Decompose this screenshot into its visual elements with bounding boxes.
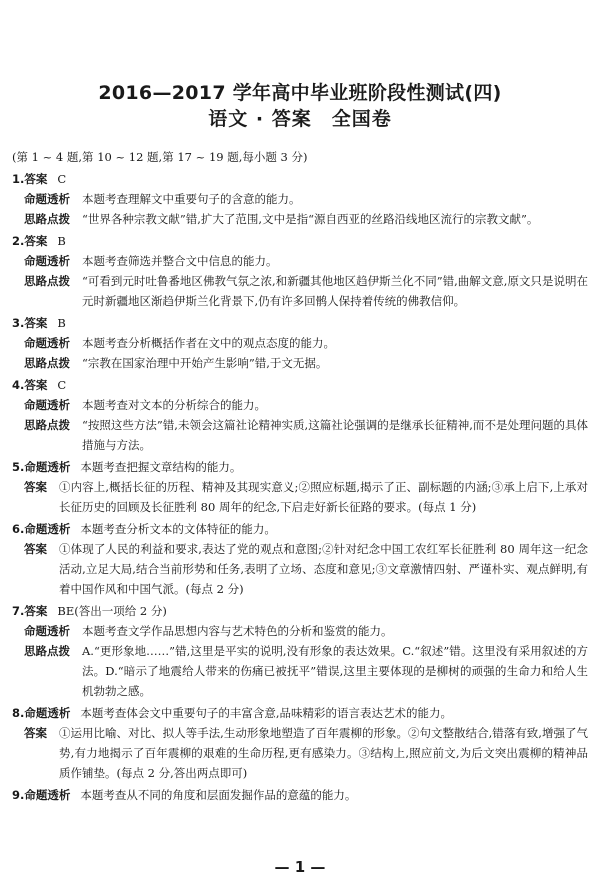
question-header bbox=[12, 231, 588, 251]
answer-label: 答案 bbox=[24, 316, 48, 330]
intent-label: 命题透析 bbox=[24, 706, 71, 720]
intent-row bbox=[12, 333, 588, 353]
question-number: 3. bbox=[12, 316, 25, 330]
question-number: 2. bbox=[12, 234, 25, 248]
answer-body bbox=[12, 148, 588, 807]
answer-value: C bbox=[57, 378, 67, 392]
answer-value: C bbox=[57, 172, 67, 186]
hint-label: 思路点拨 bbox=[24, 418, 70, 432]
intent-text: 本题考查文学作品思想内容与艺术特色的分析和鉴赏的能力。 bbox=[82, 624, 393, 638]
question-number: 9. bbox=[12, 788, 25, 802]
intent-text: 本题考查对文本的分析综合的能力。 bbox=[82, 398, 266, 412]
question-header bbox=[12, 601, 588, 621]
question-header bbox=[12, 457, 588, 477]
answer-label: 答案 bbox=[24, 172, 48, 186]
intent-text: 本题考查从不同的角度和层面发掘作品的意蕴的能力。 bbox=[80, 788, 357, 802]
question-header bbox=[12, 785, 588, 805]
answer-value: B bbox=[57, 234, 66, 248]
hint-row bbox=[12, 641, 588, 701]
answer-row bbox=[12, 723, 588, 783]
answer-label: 答案 bbox=[24, 726, 47, 740]
hint-label: 思路点拨 bbox=[24, 356, 70, 370]
intent-text: 本题考查分析文本的文体特征的能力。 bbox=[80, 522, 276, 536]
question-header bbox=[12, 519, 588, 539]
intent-label: 命题透析 bbox=[24, 624, 70, 638]
answer-value: BE(答出一项给 2 分) bbox=[57, 604, 167, 618]
intent-text: 本题考查体会文中重要句子的丰富含意,品味精彩的语言表达艺术的能力。 bbox=[80, 706, 453, 720]
intent-row bbox=[12, 251, 588, 271]
question-3 bbox=[12, 313, 588, 373]
answer-label: 答案 bbox=[24, 234, 48, 248]
hint-text: A.“更形象地……”错,这里是平实的说明,没有形象的表达效果。C.“叙述”错。这里没有采用叙述的方法。D.“暗示了地震给人带来的伤痛已被抚平”错误,这里主要体现的是柳树的顽强的生命力和给人生机勃勃之感。 bbox=[82, 644, 588, 698]
question-number: 1. bbox=[12, 172, 25, 186]
answer-value: B bbox=[57, 316, 66, 330]
intent-text: 本题考查理解文中重要句子的含意的能力。 bbox=[82, 192, 301, 206]
hint-label: 思路点拨 bbox=[24, 644, 70, 658]
answer-text: ①体现了人民的利益和要求,表达了党的观点和意图;②针对纪念中国工农红军长征胜利 80 周年这一纪念活动,立足大局,结合当前形势和任务,表明了立场、态度和意见;③文章激情四射、严谨朴实、观点鲜明,有着中国作风和中国气派。(每点 2 分) bbox=[59, 542, 588, 596]
question-header bbox=[12, 169, 588, 189]
question-number: 6. bbox=[12, 522, 25, 536]
question-2 bbox=[12, 231, 588, 311]
answer-text: ①内容上,概括长征的历程、精神及其现实意义;②照应标题,揭示了正、副标题的内涵;③承上启下,上承对长征历史的回顾及长征胜利 80 周年的纪念,下启走好新长征路的要求。(每点 1 分) bbox=[59, 480, 588, 514]
intent-row bbox=[12, 189, 588, 209]
intent-label: 命题透析 bbox=[24, 192, 70, 206]
intent-text: 本题考查筛选并整合文中信息的能力。 bbox=[82, 254, 278, 268]
question-7 bbox=[12, 601, 588, 701]
hint-text: “世界各种宗教文献”错,扩大了范围,文中是指“源自西亚的丝路沿线地区流行的宗教文献”。 bbox=[82, 212, 539, 226]
hint-row bbox=[12, 415, 588, 455]
question-number: 5. bbox=[12, 460, 25, 474]
question-number: 8. bbox=[12, 706, 25, 720]
intent-label: 命题透析 bbox=[24, 460, 71, 474]
answer-row bbox=[12, 539, 588, 599]
intent-row bbox=[12, 395, 588, 415]
hint-row bbox=[12, 209, 588, 229]
intent-text: 本题考查把握文章结构的能力。 bbox=[80, 460, 242, 474]
hint-row bbox=[12, 353, 588, 373]
question-9 bbox=[12, 785, 588, 805]
intent-row bbox=[12, 621, 588, 641]
question-1 bbox=[12, 169, 588, 229]
question-number: 7. bbox=[12, 604, 25, 618]
answer-label: 答案 bbox=[24, 480, 47, 494]
hint-text: “按照这些方法”错,未领会这篇社论精神实质,这篇社论强调的是继承长征精神,而不是处理问题的具体措施与方法。 bbox=[82, 418, 588, 452]
hint-label: 思路点拨 bbox=[24, 274, 70, 288]
question-8 bbox=[12, 703, 588, 783]
answer-text: ①运用比喻、对比、拟人等手法,生动形象地塑造了百年震柳的形象。②句文整散结合,错落有致,增强了气势,有力地揭示了百年震柳的艰难的生命历程,更有感染力。③结构上,照应前文,为后文突出震柳的精神品质作铺垫。(每点 2 分,答出两点即可) bbox=[59, 726, 588, 780]
question-header bbox=[12, 703, 588, 723]
intent-label: 命题透析 bbox=[24, 336, 70, 350]
intent-label: 命题透析 bbox=[24, 522, 71, 536]
hint-text: “宗教在国家治理中开始产生影响”错,于文无据。 bbox=[82, 356, 328, 370]
question-number: 4. bbox=[12, 378, 25, 392]
page-title: 2016—2017 学年高中毕业班阶段性测试(四) bbox=[98, 82, 502, 104]
page-subtitle: 语文 · 答案 全国卷 bbox=[208, 108, 392, 130]
intent-text: 本题考查分析概括作者在文中的观点态度的能力。 bbox=[82, 336, 335, 350]
hint-text: “可看到元时吐鲁番地区佛教气氛之浓,和新疆其他地区趋伊斯兰化不同”错,曲解文意,原文只是说明在元时新疆地区渐趋伊斯兰化背景下,仍有许多回鹘人保持着传统的佛教信仰。 bbox=[82, 274, 588, 308]
answer-label: 答案 bbox=[24, 604, 48, 618]
intent-label: 命题透析 bbox=[24, 254, 70, 268]
question-6 bbox=[12, 519, 588, 599]
intent-label: 命题透析 bbox=[24, 788, 71, 802]
hint-label: 思路点拨 bbox=[24, 212, 70, 226]
page-number: — 1 — bbox=[274, 858, 326, 876]
question-header bbox=[12, 313, 588, 333]
question-5 bbox=[12, 457, 588, 517]
question-4 bbox=[12, 375, 588, 455]
intent-label: 命题透析 bbox=[24, 398, 70, 412]
question-header bbox=[12, 375, 588, 395]
answer-label: 答案 bbox=[24, 378, 48, 392]
answer-label: 答案 bbox=[24, 542, 47, 556]
answer-row bbox=[12, 477, 588, 517]
hint-row bbox=[12, 271, 588, 311]
scoring-note: (第 1 ~ 4 题,第 10 ~ 12 题,第 17 ~ 19 题,每小题 3 分) bbox=[12, 150, 308, 164]
